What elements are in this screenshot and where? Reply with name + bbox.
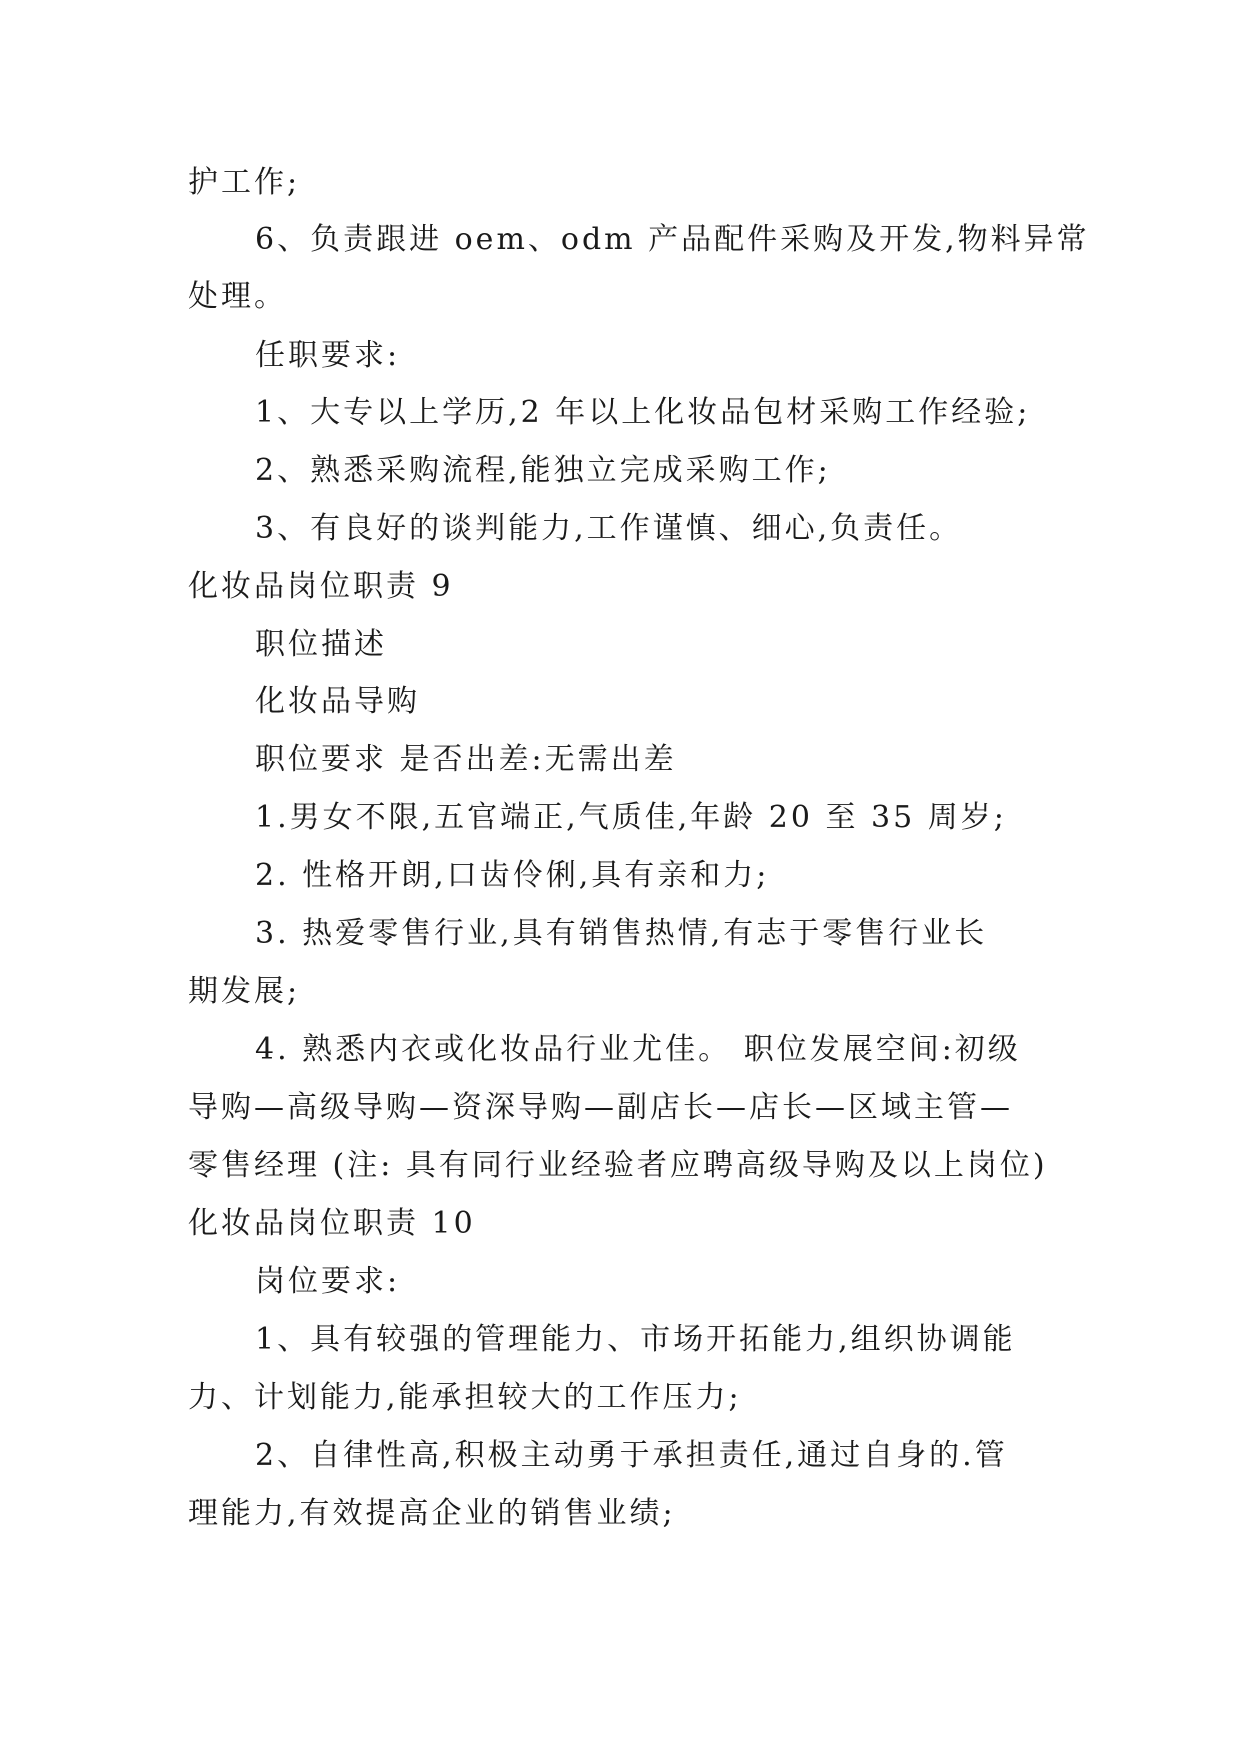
text-line: 1、大专以上学历,2 年以上化妆品包材采购工作经验; [255,395,1031,430]
text-line: 处理。 [188,279,287,314]
text-line: 3、有良好的谈判能力,工作谨慎、细心,负责任。 [255,511,963,546]
text-line: 期发展; [188,974,301,1009]
text-line: 2、自律性高,积极主动勇于承担责任,通过自身的.管 [255,1438,1008,1473]
text-line: 2、熟悉采购流程,能独立完成采购工作; [255,453,831,488]
text-line: 职位要求 是否出差:无需出差 [255,742,677,777]
text-line: 护工作; [188,165,301,200]
text-line: 4. 熟悉内衣或化妆品行业尤佳。 职位发展空间:初级 [255,1032,1021,1067]
text-line: 6、负责跟进 oem、odm 产品配件采购及开发,物料异常 [255,222,1090,257]
text-line: 3. 热爱零售行业,具有销售热情,有志于零售行业长 [255,916,988,951]
text-line: 1.男女不限,五官端正,气质佳,年龄 20 至 35 周岁; [255,800,1007,835]
section-title: 化妆品岗位职责 10 [188,1206,476,1241]
section-heading: 职位描述 [255,627,387,662]
section-title: 化妆品岗位职责 9 [188,569,454,604]
section-heading: 任职要求: [255,338,401,373]
text-line: 导购—高级导购—资深导购—副店长—店长—区域主管— [188,1090,1013,1125]
text-line: 零售经理 (注: 具有同行业经验者应聘高级导购及以上岗位) [188,1148,1048,1183]
text-line: 2. 性格开朗,口齿伶俐,具有亲和力; [255,858,770,893]
text-line: 化妆品导购 [255,684,420,719]
text-line: 1、具有较强的管理能力、市场开拓能力,组织协调能 [255,1322,1016,1357]
text-line: 理能力,有效提高企业的销售业绩; [188,1496,676,1531]
text-line: 力、计划能力,能承担较大的工作压力; [188,1380,742,1415]
section-heading: 岗位要求: [255,1264,401,1299]
